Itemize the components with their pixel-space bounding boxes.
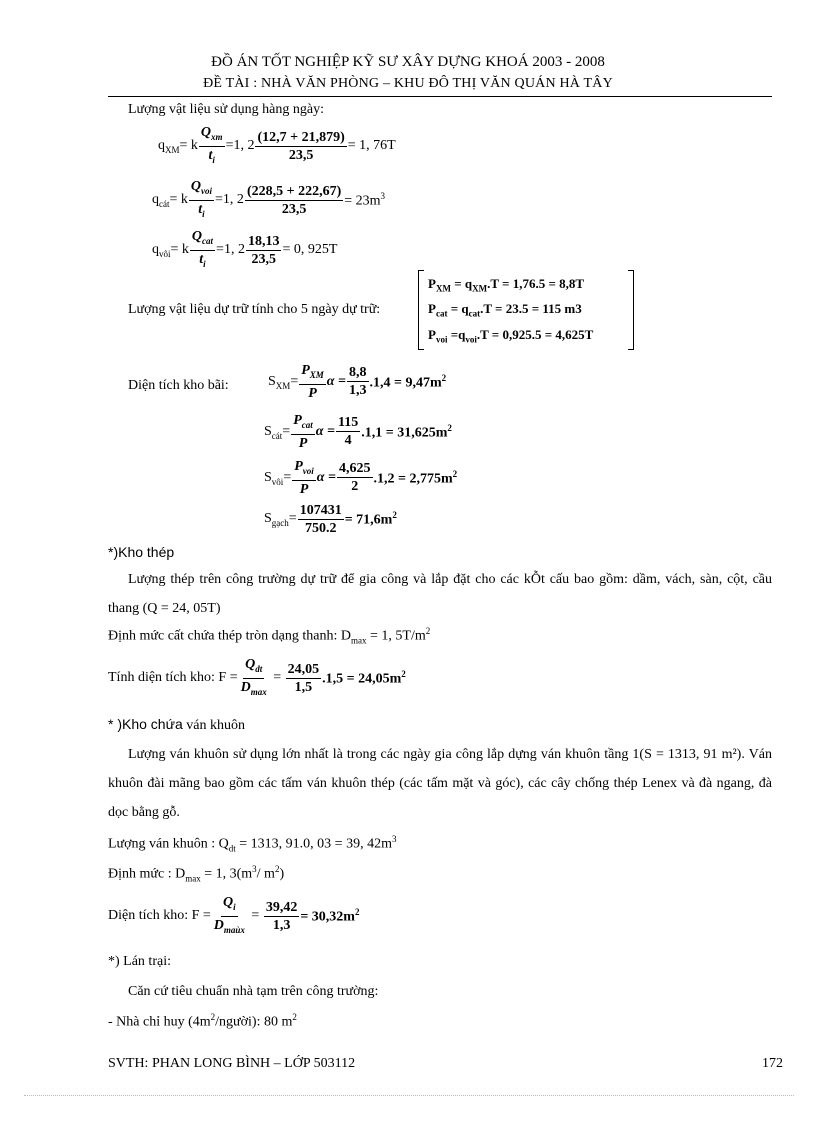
fraction: $\frac{(12,7 + 21,879)}{23,5}$ xyxy=(257,129,345,163)
camp-heading: *) Lán trại: xyxy=(108,954,171,969)
fraction: $\frac{Q_{cat}}{t_i}$ xyxy=(191,229,214,269)
fraction: $\frac{(228,5 + 222,67)}{23,5}$ xyxy=(246,183,342,217)
formula-s-voi xyxy=(264,458,457,498)
fraction: $\frac{Q_{voi}}{t_i}$ xyxy=(190,179,213,219)
formula-s-gach xyxy=(264,502,397,537)
formula-steel-area: Tính diện tích kho: F = $\frac{Q_{dt}}{D_{max}}$ = $\frac{24,05}{1,5}$ $.1,5 = 24,05m^2$ xyxy=(108,656,406,701)
formula-lhs: $S_{XM}=$ xyxy=(268,373,299,391)
fraction: $\frac{P_{XM}}{P}$ xyxy=(301,363,324,401)
formula-s-xm xyxy=(268,362,446,402)
formula-lhs: $S_{vôi}=$ xyxy=(264,469,292,487)
fraction: $\frac{107431}{750.2}$ xyxy=(299,503,342,536)
formula-lhs: $S_{cát}=$ xyxy=(264,423,291,441)
fraction: $\frac{39,42}{1,3}$ xyxy=(265,899,298,933)
formula-coef: =1, 2 xyxy=(225,138,255,154)
formula-result: = 0, 925T xyxy=(282,242,338,258)
alpha: α = xyxy=(315,423,335,439)
formwork-paragraph: Lượng ván khuôn sử dụng lớn nhất là trong các ngày gia công lắp dựng ván khuôn tầng 1(S = 1313, 91 m²). Ván khuôn đài mãng bao gồm các tấm ván khuôn thép (các tấm mặt và góc), các cây chống thép Lenex và đà ngang, đà dọc bằng gỗ. xyxy=(108,747,772,820)
formula-formwork-area: Diện tích kho: F = $\frac{Q_i}{D_{maùx}}$ = $\frac{39,42}{1,3}$ = $30,32m^2$ xyxy=(108,894,359,939)
fraction: $\frac{8,8}{1,3}$ xyxy=(349,365,367,399)
formula-s-cat xyxy=(264,412,452,452)
reserve-row-voi: $P_{voi} =q_{voi}.T = 0,925.5 = 4,625T$ xyxy=(428,327,594,345)
page-edge-dotted-line xyxy=(24,1095,794,1096)
formula-result: $.1,1 = 31,625m^2$ xyxy=(361,422,452,441)
header-title: ĐỒ ÁN TỐT NGHIỆP KỸ SƯ XÂY DỰNG KHOÁ 2003 - 2008 xyxy=(211,54,605,70)
fraction: $\frac{P_{voi}}{P}$ xyxy=(294,459,314,497)
fraction: $\frac{115}{4}$ xyxy=(338,415,359,449)
formula-lhs: $q_{cát}$ xyxy=(152,191,170,209)
header-subtitle: ĐỀ TÀI : NHÀ VĂN PHÒNG – KHU ĐÔ THỊ VĂN QUÁN HÀ TÂY xyxy=(203,76,613,91)
camp-item: - Nhà chỉ huy $(4m^2/người)$: 80 $m^2$ xyxy=(108,1012,297,1030)
formwork-heading: * )Kho chứa ván khuôn xyxy=(108,716,245,733)
formula-q-cat xyxy=(152,178,385,223)
page-number: 172 xyxy=(762,1056,783,1071)
formula-label: Diện tích kho: F = xyxy=(108,908,211,924)
footer-author: SVTH: PHAN LONG BÌNH – LỚP 503112 xyxy=(108,1056,356,1071)
formwork-quantity: Lượng ván khuôn : $Q_{dt} = 1313$, 91.0, 03 = 39, $42m^3$ xyxy=(108,834,397,854)
formula-result: $.1,5 = 24,05m^2$ xyxy=(322,668,406,687)
fraction: $\frac{Q_{xm}}{t_i}$ xyxy=(200,125,223,165)
formula-result: $.1,2 = 2,775m^2$ xyxy=(373,468,458,487)
camp-paragraph: Căn cứ tiêu chuẩn nhà tạm trên công trường: xyxy=(128,984,379,999)
formula-k: = k xyxy=(170,242,189,258)
formula-label: Tính diện tích kho: F = xyxy=(108,670,238,686)
fraction: $\frac{24,05}{1,5}$ xyxy=(287,661,320,695)
reserve-label: Lượng vật liệu dự trữ tính cho 5 ngày dự trữ: xyxy=(128,302,381,317)
formula-lhs: $q_{XM}$ xyxy=(158,137,180,155)
formula-lhs: $S_{gạch}=$ xyxy=(264,511,297,528)
formula-result: = $23m^3$ xyxy=(344,190,386,209)
steel-heading: *)Kho thép xyxy=(108,544,175,560)
storage-label: Diện tích kho bãi: xyxy=(128,378,229,393)
fraction: $\frac{Q_{dt}}{D_{max}}$ xyxy=(240,657,267,697)
daily-usage-label: Lượng vật liệu sử dụng hàng ngày: xyxy=(128,102,324,117)
reserve-row-xm: $P_{XM} = q_{XM}.T = 1,76.5 = 8,8T$ xyxy=(428,276,585,294)
alpha: α = xyxy=(326,373,347,389)
steel-paragraph: Lượng thép trên công trường dự trữ để gia công và lắp đặt cho các kỖt cấu bao gồm: dầm, vách, sàn, cột, cầu thang (Q = 24, 05T) xyxy=(108,572,772,616)
fraction: $\frac{18,13}{23,5}$ xyxy=(247,233,280,267)
formula-result: = $30,32m^2$ xyxy=(300,906,360,925)
formula-result: = $71,6m^2$ xyxy=(344,510,397,528)
formwork-norm: Định mức : $D_{max} = 1$, $3(m^3/$ $m^2$) xyxy=(108,864,285,884)
formula-k: = k xyxy=(179,138,198,154)
formula-q-voi xyxy=(152,228,337,273)
formula-coef: =1, 2 xyxy=(216,242,245,258)
steel-norm: Định mức cất chứa thép tròn dạng thanh: $D_{max} = 1$, $5T/m^2$ xyxy=(108,626,431,646)
alpha: α = xyxy=(316,469,337,485)
fraction: $\frac{Q_i}{D_{maùx}}$ xyxy=(213,895,245,935)
fraction: $\frac{P_{cat}}{P}$ xyxy=(293,413,313,451)
fraction: $\frac{4,625}{2}$ xyxy=(339,461,371,495)
reserve-row-cat: $P_{cat} = q_{cat}.T = 23.5 = 115$ m3 xyxy=(428,301,582,319)
formula-k: = k xyxy=(169,192,188,208)
formula-lhs: $q_{vôi}$ xyxy=(152,241,171,259)
header-rule xyxy=(108,96,772,97)
formula-result: = 1, 76T xyxy=(347,138,396,154)
formula-coef: =1, 2 xyxy=(215,192,244,208)
formula-q-xm xyxy=(158,124,396,169)
formula-result: $.1,4 = 9,47m^2$ xyxy=(369,372,447,391)
